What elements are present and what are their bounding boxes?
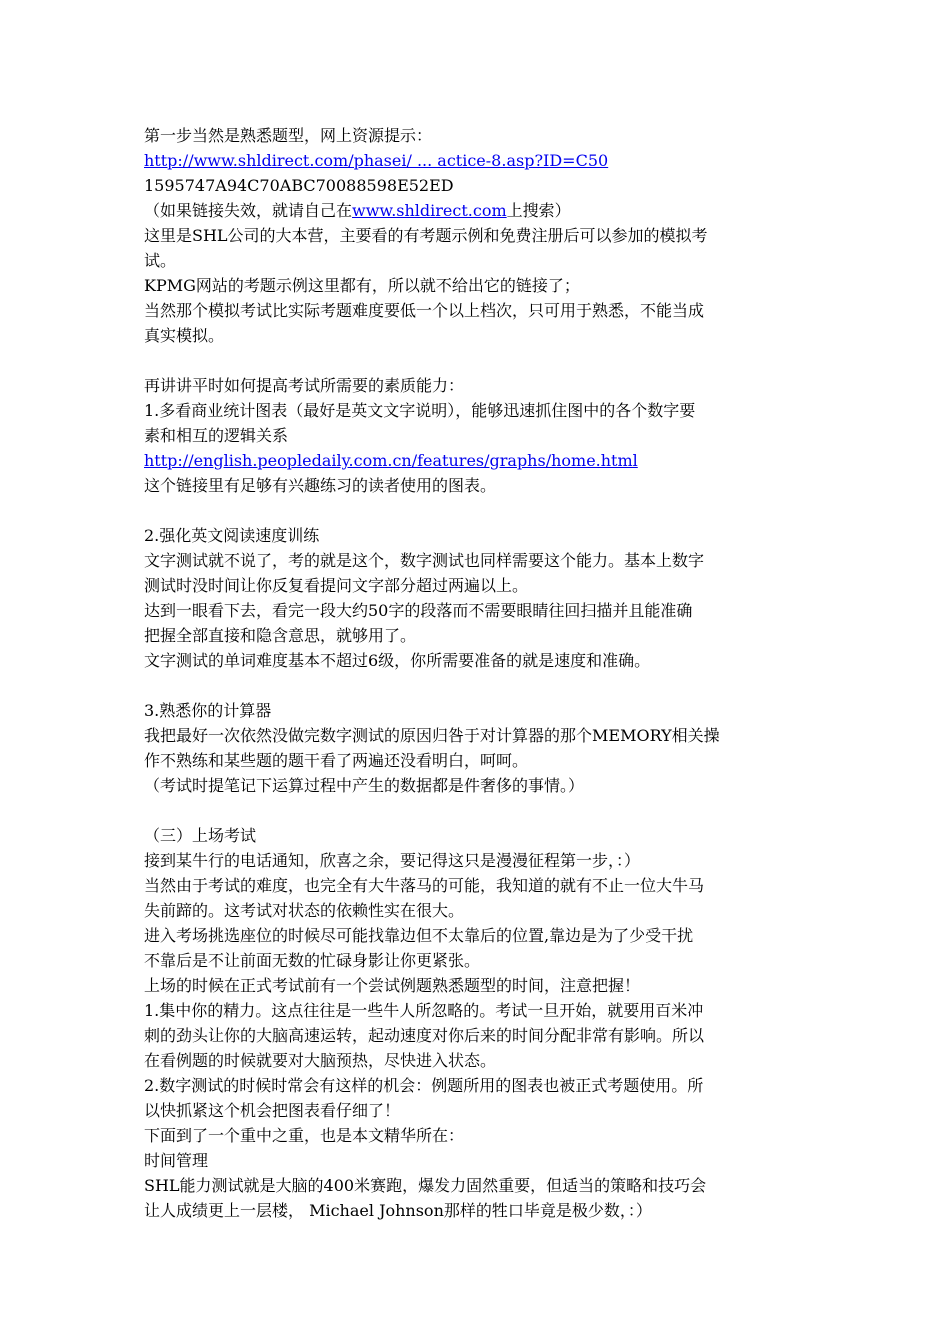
text-line: 1.集中你的精力。这点往往是一些牛人所忽略的。考试一旦开始，就要用百米冲	[144, 1001, 704, 1020]
text-line: （考试时提笔记下运算过程中产生的数据都是件奢侈的事情。）	[144, 776, 585, 795]
text-line: 当然由于考试的难度，也完全有大牛落马的可能，我知道的就有不止一位大牛马	[144, 876, 705, 895]
text-line: 不靠后是不让前面无数的忙碌身影让你更紧张。	[144, 951, 481, 970]
shldirect-practice-link[interactable]: http://www.shldirect.com/phasei/ ... actice-8.asp?ID=C50	[144, 151, 609, 170]
text-line: 2.数字测试的时候时常会有这样的机会：例题所用的图表也被正式考题使用。所	[144, 1076, 704, 1095]
blank-line	[144, 348, 814, 373]
text-line: 这里是SHL公司的大本营，主要看的有考题示例和免费注册后可以参加的模拟考	[144, 226, 708, 245]
link-line	[144, 448, 814, 473]
text-line: KPMG网站的考题示例这里都有，所以就不给出它的链接了；	[144, 276, 580, 295]
text-line: 第一步当然是熟悉题型，网上资源提示：	[144, 126, 433, 145]
text-line: 把握全部直接和隐含意思，就够用了。	[144, 626, 417, 645]
shldirect-home-link[interactable]: www.shldirect.com	[352, 201, 507, 220]
section-heading: 3.熟悉你的计算器	[144, 701, 272, 720]
section-heading: 2.强化英文阅读速度训练	[144, 526, 320, 545]
text-fragment: （如果链接失效，就请自己在	[144, 201, 353, 220]
blank-line	[144, 498, 814, 523]
text-line: 以快抓紧这个机会把图表看仔细了！	[144, 1101, 401, 1120]
text-line	[144, 198, 814, 223]
text-line: 上场的时候在正式考试前有一个尝试例题熟悉题型的时间，注意把握！	[144, 976, 641, 995]
text-line: SHL能力测试就是大脑的400米赛跑，爆发力固然重要，但适当的策略和技巧会	[144, 1176, 707, 1195]
blank-line	[144, 798, 814, 823]
text-line: 文字测试的单词难度基本不超过6级，你所需要准备的就是速度和准确。	[144, 651, 651, 670]
text-line: 当然那个模拟考试比实际考题难度要低一个以上档次，只可用于熟悉，不能当成	[144, 301, 705, 320]
peopledaily-graphs-link[interactable]: http://english.peopledaily.com.cn/features/graphs/home.html	[144, 451, 638, 470]
blank-line	[144, 673, 814, 698]
text-line: 下面到了一个重中之重，也是本文精华所在：	[144, 1126, 465, 1145]
text-line: 素和相互的逻辑关系	[144, 426, 289, 445]
text-line: 我把最好一次依然没做完数字测试的原因归咎于对计算器的那个MEMORY相关操	[144, 726, 720, 745]
text-line: 真实模拟。	[144, 326, 225, 345]
text-line: 试。	[144, 251, 177, 270]
link-line	[144, 148, 814, 173]
text-line: 1.多看商业统计图表（最好是英文文字说明），能够迅速抓住图中的各个数字要	[144, 401, 696, 420]
text-line: 失前蹄的。这考试对状态的依赖性实在很大。	[144, 901, 465, 920]
text-line: 再讲讲平时如何提高考试所需要的素质能力：	[144, 376, 465, 395]
text-line: 作不熟练和某些题的题干看了两遍还没看明白，呵呵。	[144, 751, 529, 770]
text-line: 文字测试就不说了，考的就是这个，数字测试也同样需要这个能力。基本上数字	[144, 551, 705, 570]
text-line: 1595747A94C70ABC70088598E52ED	[144, 176, 454, 195]
section-heading: （三）上场考试	[144, 826, 257, 845]
section-heading: 时间管理	[144, 1151, 209, 1170]
text-line: 接到某牛行的电话通知，欣喜之余，要记得这只是漫漫征程第一步，：）	[144, 851, 641, 870]
text-fragment: 上搜索）	[506, 201, 571, 220]
text-line: 这个链接里有足够有兴趣练习的读者使用的图表。	[144, 476, 497, 495]
document-body	[144, 123, 814, 1223]
text-line: 刺的劲头让你的大脑高速运转，起动速度对你后来的时间分配非常有影响。所以	[144, 1026, 705, 1045]
text-line: 在看例题的时候就要对大脑预热，尽快进入状态。	[144, 1051, 497, 1070]
text-line: 测试时没时间让你反复看提问文字部分超过两遍以上。	[144, 576, 529, 595]
text-line: 达到一眼看下去，看完一段大约50字的段落而不需要眼睛往回扫描并且能准确	[144, 601, 693, 620]
text-line: 进入考场挑选座位的时候尽可能找靠边但不太靠后的位置,靠边是为了少受干扰	[144, 926, 694, 945]
text-line: 让人成绩更上一层楼， Michael Johnson那样的牲口毕竟是极少数，：）	[144, 1201, 652, 1220]
